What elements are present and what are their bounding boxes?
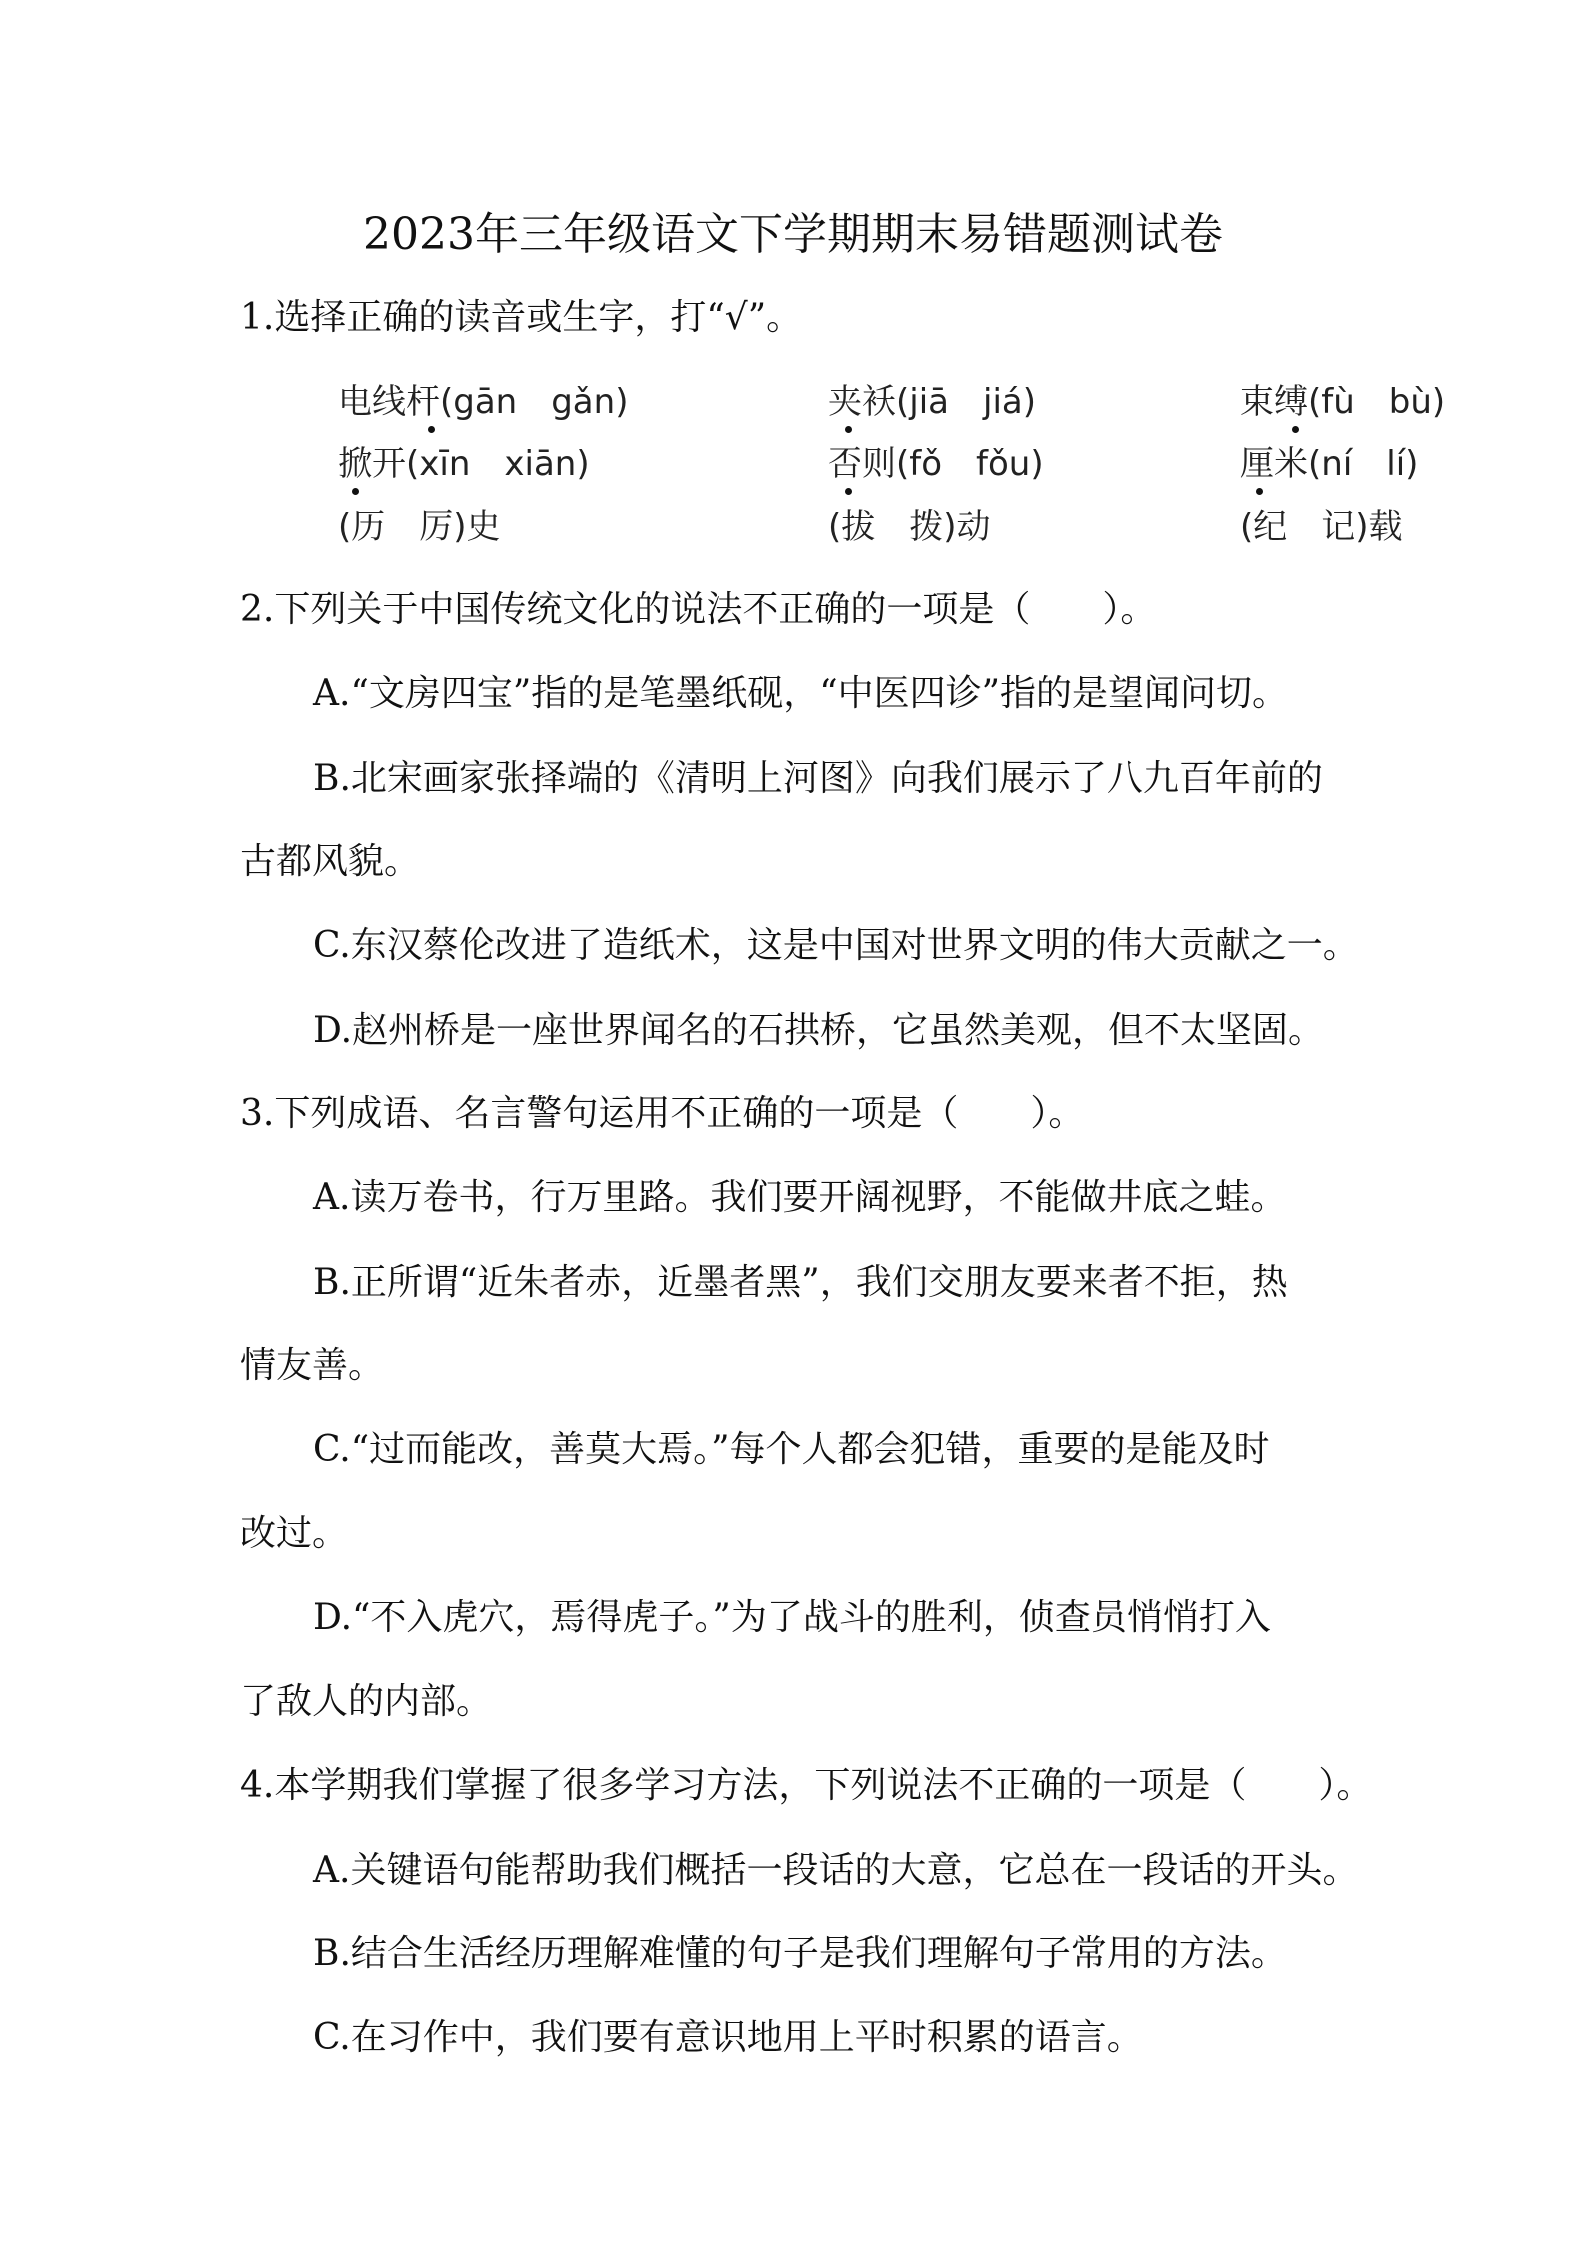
pinyin-item-5: 否则(fǒ fǒu) [828, 444, 1044, 484]
question-3-option-a: A.读万卷书，行万里路。我们要开阔视野，不能做井底之蛙。 [313, 1177, 1287, 1218]
char-choice-item-2: (拔 拨)动 [828, 507, 991, 547]
char-choice-item-3: (纪 记)载 [1240, 507, 1403, 547]
question-2-option-c: C.东汉蔡伦改进了造纸术，这是中国对世界文明的伟大贡献之一。 [313, 925, 1359, 966]
emphasis-dot [428, 426, 435, 433]
question-2-option-a: A.“文房四宝”指的是笔墨纸砚，“中医四诊”指的是望闻问切。 [313, 673, 1289, 714]
question-4-option-a: A.关键语句能帮助我们概括一段话的大意，它总在一段话的开头。 [313, 1850, 1359, 1891]
page-title: 2023年三年级语文下学期期末易错题测试卷 [363, 209, 1223, 260]
pinyin-item-4: 掀开(xīn xiān) [338, 444, 590, 484]
question-1-stem: 1.选择正确的读音或生字，打“√”。 [240, 297, 803, 338]
question-3-option-b: B.正所谓“近朱者赤，近墨者黑”，我们交朋友要来者不拒，热 [313, 1262, 1288, 1303]
question-4-option-c: C.在习作中，我们要有意识地用上平时积累的语言。 [313, 2017, 1143, 2058]
question-2-stem: 2.下列关于中国传统文化的说法不正确的一项是（ ）。 [240, 589, 1157, 630]
question-3-option-b-continued: 情友善。 [240, 1345, 385, 1386]
pinyin-item-3: 束缚(fù bù) [1240, 382, 1446, 422]
emphasis-dot [1256, 488, 1263, 495]
question-3-option-c: C.“过而能改，善莫大焉。”每个人都会犯错，重要的是能及时 [313, 1429, 1270, 1470]
question-2-option-d: D.赵州桥是一座世界闻名的石拱桥，它虽然美观，但不太坚固。 [313, 1010, 1325, 1051]
question-2-option-b-continued: 古都风貌。 [240, 841, 421, 882]
emphasis-dot [845, 426, 852, 433]
question-3-stem: 3.下列成语、名言警句运用不正确的一项是（ ）。 [240, 1093, 1085, 1134]
pinyin-item-6: 厘米(ní lí) [1240, 444, 1419, 484]
question-3-option-c-continued: 改过。 [240, 1513, 349, 1554]
emphasis-dot [352, 488, 359, 495]
question-4-option-b: B.结合生活经历理解难懂的句子是我们理解句子常用的方法。 [313, 1933, 1287, 1974]
question-2-option-b: B.北宋画家张择端的《清明上河图》向我们展示了八九百年前的 [313, 758, 1323, 799]
question-3-option-d-continued: 了敌人的内部。 [240, 1681, 493, 1722]
pinyin-item-2: 夹袄(jiā jiá) [828, 382, 1036, 422]
question-3-option-d: D.“不入虎穴，焉得虎子。”为了战斗的胜利，侦查员悄悄打入 [313, 1597, 1271, 1638]
emphasis-dot [1292, 426, 1299, 433]
char-choice-item-1: (历 厉)史 [338, 507, 501, 547]
question-4-stem: 4.本学期我们掌握了很多学习方法，下列说法不正确的一项是（ ）。 [240, 1765, 1373, 1806]
pinyin-item-1: 电线杆(gān gǎn) [338, 382, 629, 422]
emphasis-dot [845, 488, 852, 495]
